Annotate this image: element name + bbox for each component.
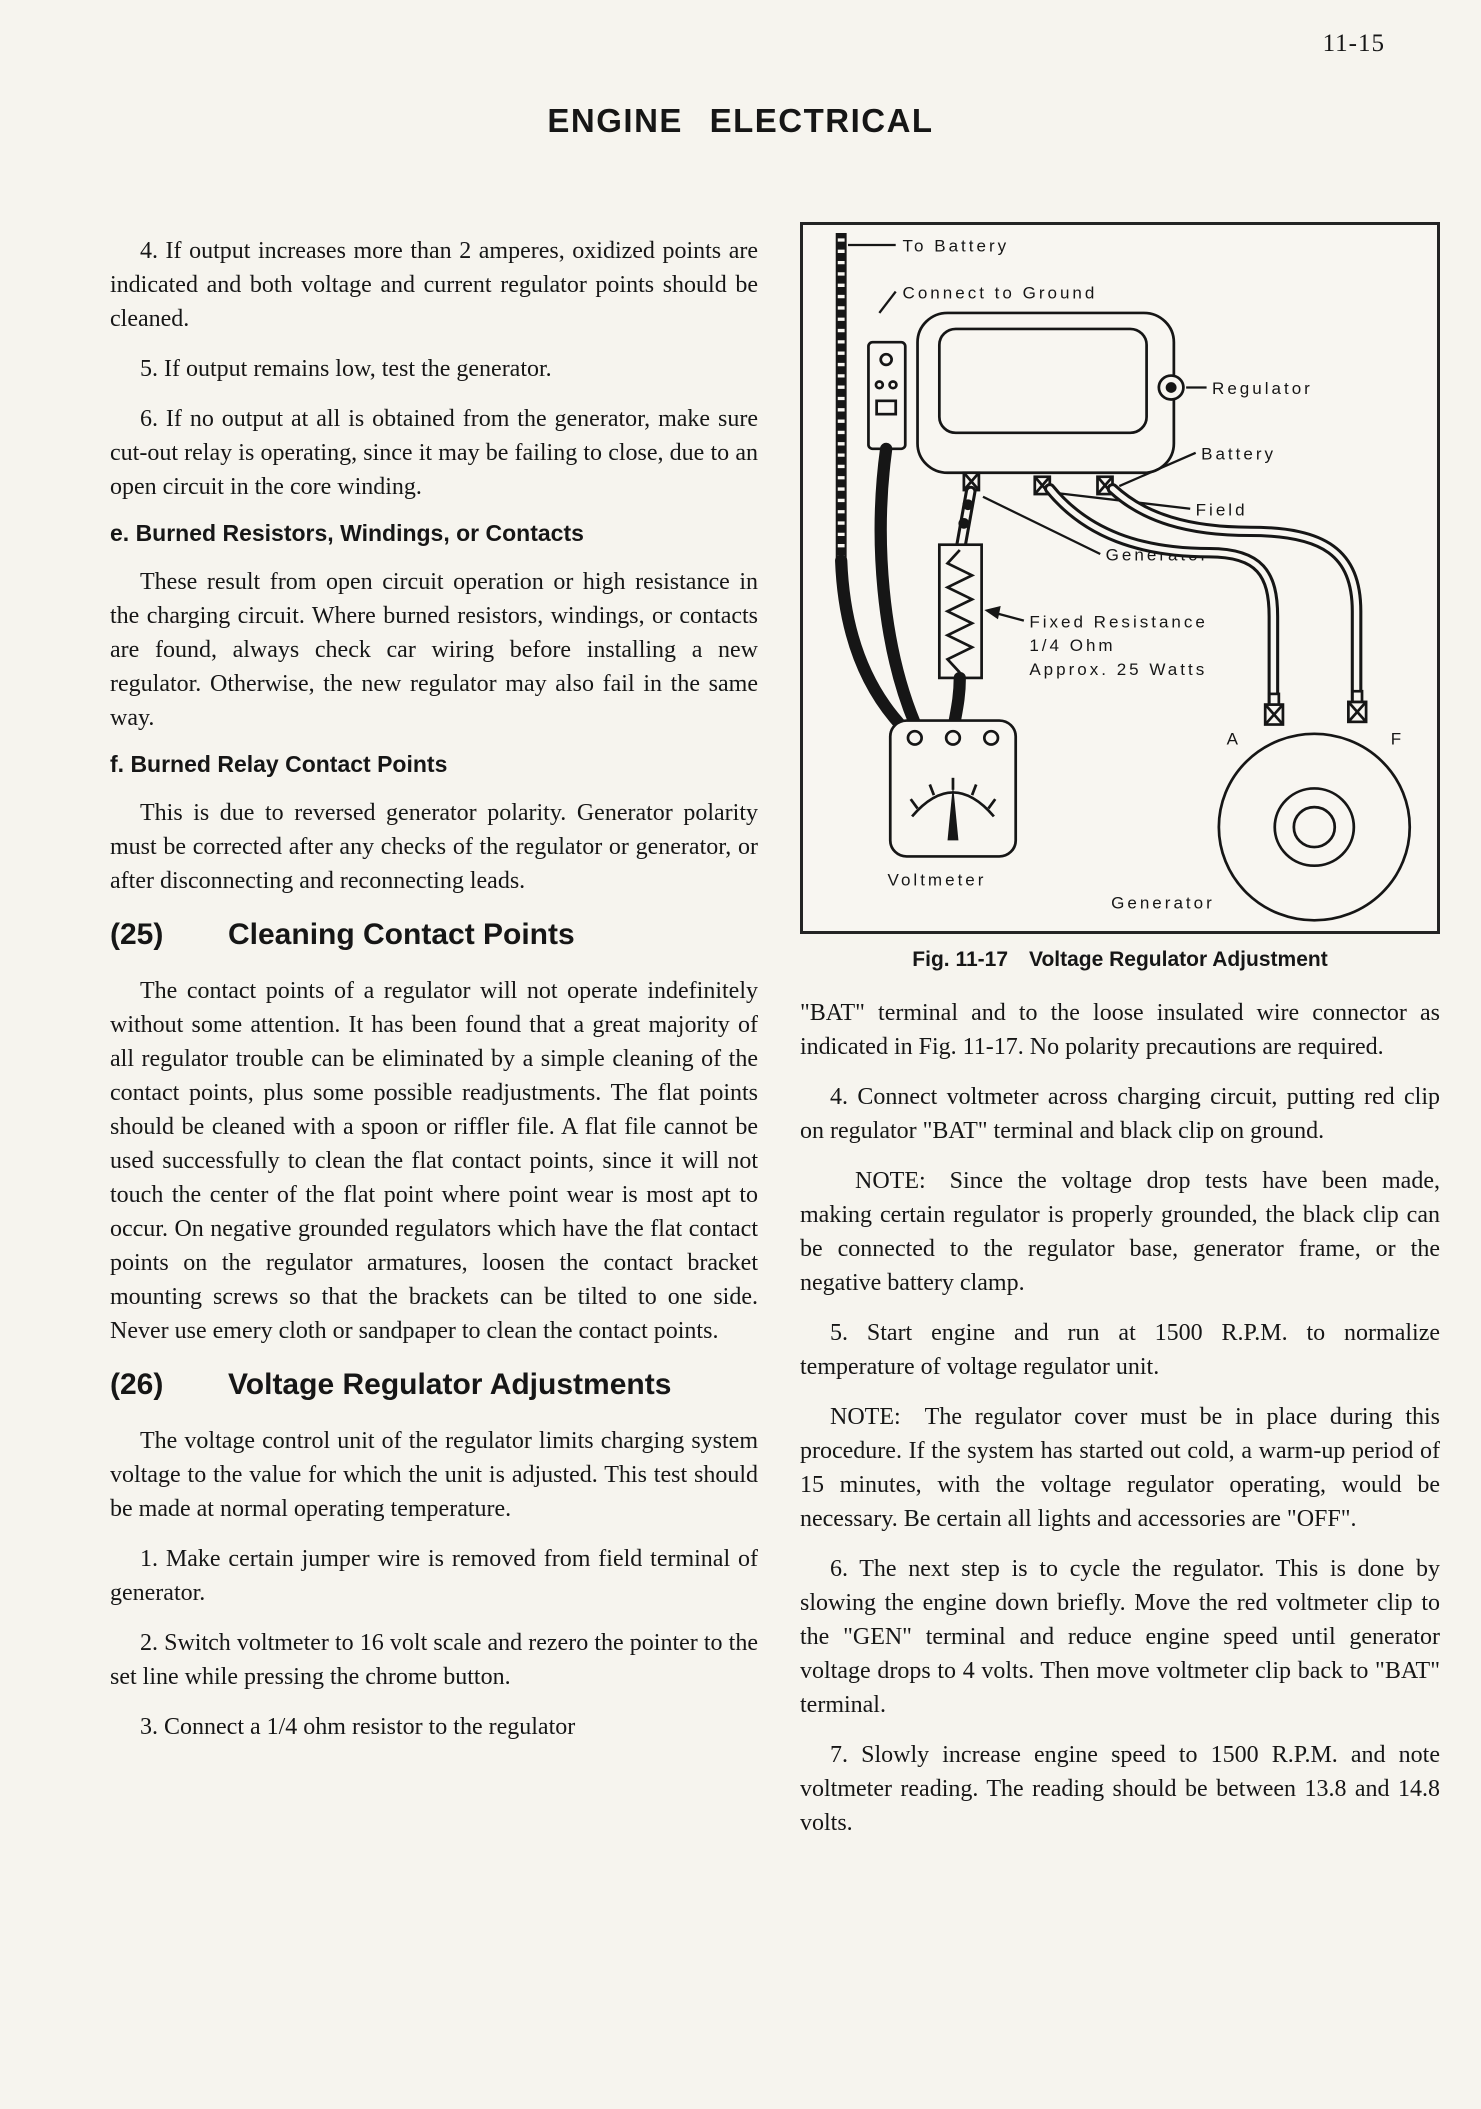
- paragraph-bat-terminal-continuation: "BAT" terminal and to the loose insulated wire connector as indicated in Fig. 11-17. No polarity precautions are required.: [800, 1000, 1440, 1060]
- label-terminal-a: A: [1226, 729, 1242, 749]
- section-25-number: (25): [110, 918, 164, 951]
- step-2-voltmeter-scale: 2. Switch voltmeter to 16 volt scale and rezero the pointer to the set line while pressing the chrome button.: [110, 1630, 758, 1690]
- label-generator-unit: Generator: [1111, 893, 1215, 913]
- label-quarter-ohm: 1/4 Ohm: [1029, 636, 1116, 656]
- section-26-heading: [110, 1368, 758, 1402]
- page-title: ENGINE ELECTRICAL: [547, 102, 934, 139]
- generator-body: [1219, 691, 1410, 920]
- note-voltage-drop: NOTE: Since the voltage drop tests have been made, making certain regulator is properly grounded, the black clip can be connected to the regulator base, generator frame, or the negative battery clamp.: [800, 1168, 1440, 1296]
- label-field-terminal: Field: [1195, 500, 1248, 520]
- right-column: [800, 222, 1440, 1856]
- resistor-wire: [958, 491, 973, 544]
- ground-plug: [868, 342, 914, 723]
- step-5-start-engine: 5. Start engine and run at 1500 R.P.M. to normalize temperature of voltage regulator unit.: [800, 1320, 1440, 1380]
- voltmeter-body: [890, 721, 1015, 857]
- label-regulator: Regulator: [1212, 379, 1313, 399]
- label-terminal-f: F: [1390, 729, 1405, 749]
- paragraph-burned-relay: This is due to reversed generator polarity. Generator polarity must be corrected after any checks of the regulator or generator, or after disconnecting and reconnecting leads.: [110, 800, 758, 894]
- section-26-title: Voltage Regulator Adjustments: [228, 1368, 672, 1401]
- label-generator-terminal: Generator: [1105, 545, 1210, 565]
- step-6-no-output: 6. If no output at all is obtained from the generator, make sure cut-out relay is operating, since it may be failing to close, due to an open circuit in the core winding.: [110, 406, 758, 500]
- regulator-body: [918, 313, 1184, 473]
- label-battery-terminal: Battery: [1201, 444, 1277, 464]
- figure-caption: Fig. 11-17 Voltage Regulator Adjustment: [912, 948, 1328, 971]
- step-7-increase-speed: 7. Slowly increase engine speed to 1500 R.P.M. and note voltmeter reading. The reading should be between 13.8 and 14.8 volts.: [800, 1742, 1440, 1836]
- figure-11-17: [800, 222, 1440, 934]
- regulator-terminals: [964, 473, 1113, 494]
- section-26-number: (26): [110, 1368, 164, 1401]
- label-connect-to-ground: Connect to Ground: [902, 283, 1098, 303]
- label-fixed-resistance: Fixed Resistance: [1029, 612, 1208, 632]
- paragraph-cleaning-points: The contact points of a regulator will not operate indefinitely without some attention. It has been found that a great majority of all regulator trouble can be eliminated by a simple cleaning of the contact points, plus some possible readjustments. The flat points should be cleaned with a spoon or riffler file. A flat file cannot be used successfully to clean the flat contact points, since it will not touch the center of the flat point where point wear is most apt to occur. On negative grounded regulators which have the flat contact points on the regulator armatures, loosen the contact bracket mounting screws so that the brackets can be tilted to one side. Never use emery cloth or sandpaper to clean the contact points.: [110, 978, 758, 1344]
- label-voltmeter: Voltmeter: [887, 870, 987, 890]
- step-6-cycle-regulator: 6. The next step is to cycle the regulator. This is done by slowing the engine down briefly. Move the red voltmeter clip to the "GEN" terminal and reduce engine speed until generator voltage drops to 4 volts. Then move voltmeter clip back to "BAT" terminal.: [800, 1556, 1440, 1718]
- leader-line: [879, 292, 895, 313]
- two-column-layout: [110, 222, 1440, 1856]
- step-4-connect-voltmeter: 4. Connect voltmeter across charging circuit, putting red clip on regulator "BAT" terminal and black clip on ground.: [800, 1084, 1440, 1144]
- paragraph-voltage-control: The voltage control unit of the regulator limits charging system voltage to the value for which the unit is adjusted. This test should be made at normal operating temperature.: [110, 1428, 758, 1522]
- subheading-burned-relay: f. Burned Relay Contact Points: [110, 751, 448, 777]
- leader-arrowhead: [984, 606, 1000, 619]
- section-25-heading: [110, 918, 758, 952]
- step-4-output-increases: 4. If output increases more than 2 amperes, oxidized points are indicated and both voltage and current regulator points should be cleaned.: [110, 238, 758, 332]
- voltage-regulator-diagram: [803, 225, 1437, 931]
- step-3-resistor: 3. Connect a 1/4 ohm resistor to the regulator: [140, 1714, 576, 1740]
- note-regulator-cover: NOTE: The regulator cover must be in place during this procedure. If the system has started out cold, a warm-up period of 15 minutes, with the voltage regulator operating, would be necessary. Be certain all lights and accessories are "OFF".: [800, 1404, 1440, 1532]
- section-25-title: Cleaning Contact Points: [228, 918, 575, 951]
- step-5-output-low: 5. If output remains low, test the generator.: [140, 356, 552, 382]
- subheading-burned-resistors: e. Burned Resistors, Windings, or Contacts: [110, 520, 584, 546]
- fixed-resistor: [939, 545, 981, 731]
- paragraph-burned-resistors: These result from open circuit operation or high resistance in the charging circuit. Where burned resistors, windings, or contacts are found, always check car wiring before installing a new regulator. Otherwise, the new regulator may also fail in the same way.: [110, 569, 758, 731]
- step-1-jumper-wire: 1. Make certain jumper wire is removed from field terminal of generator.: [110, 1546, 758, 1606]
- page-number: 11-15: [1322, 30, 1385, 57]
- label-to-battery: To Battery: [902, 236, 1010, 256]
- left-column: [110, 222, 758, 1856]
- label-approx-watts: Approx. 25 Watts: [1029, 660, 1208, 680]
